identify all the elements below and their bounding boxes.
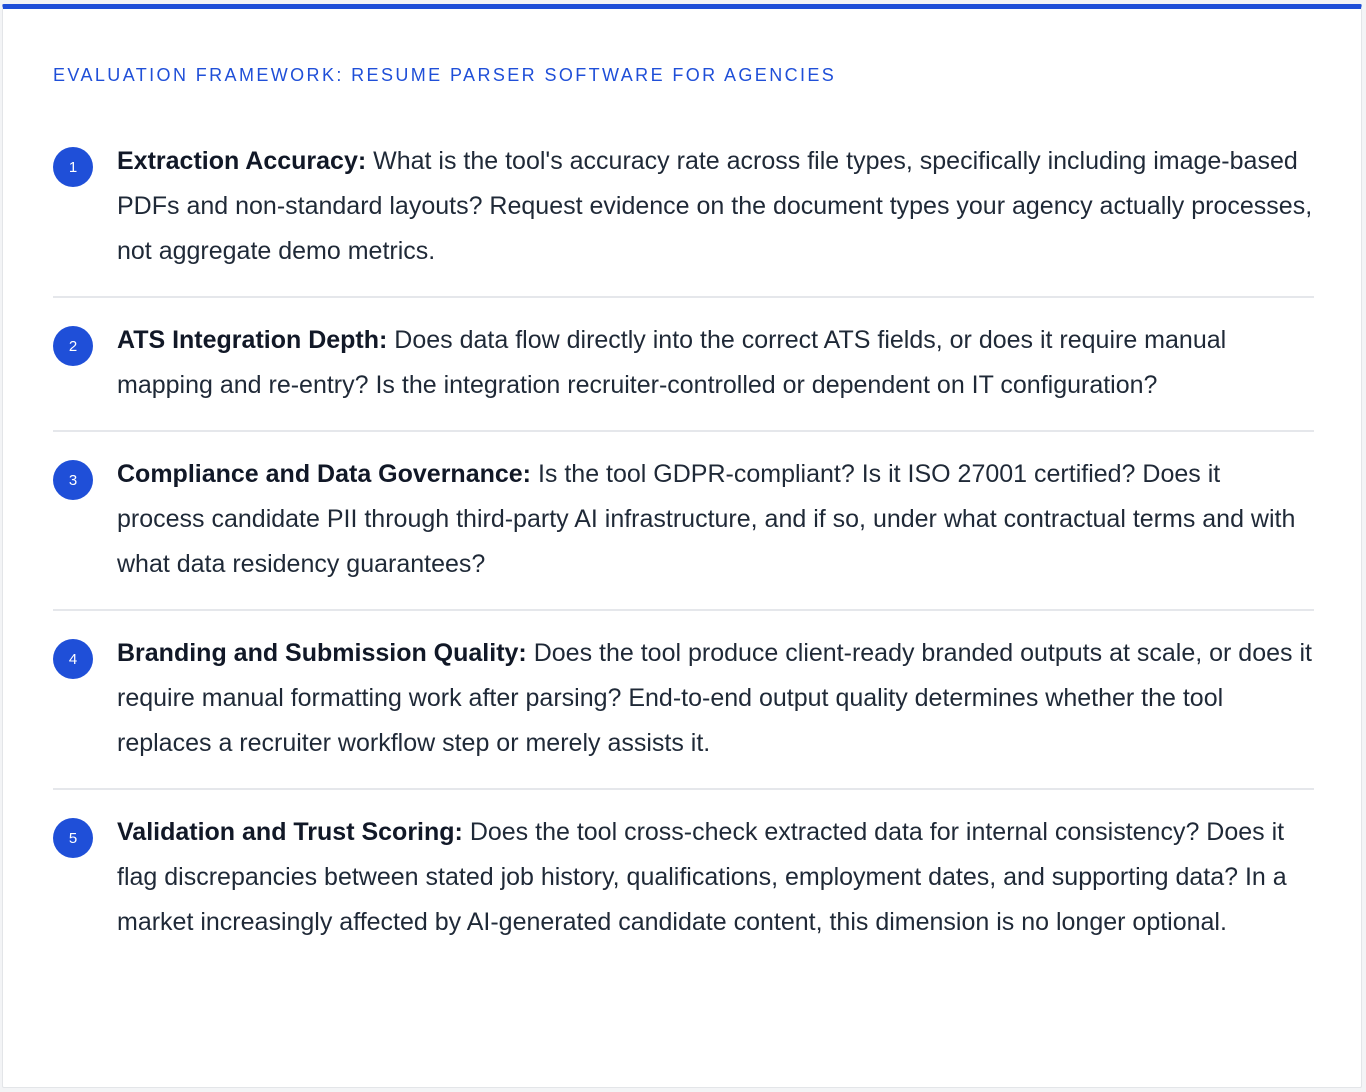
criteria-item (53, 452, 1314, 611)
criteria-description: Does the tool produce client-ready branded outputs at scale, or does it require manual formatting work after parsing? End-to-end output quality determines whether the tool replaces a recruiter workflow step or merely assists it. (117, 639, 1312, 757)
criteria-list (53, 139, 1314, 967)
criteria-label: Extraction Accuracy: (117, 147, 367, 175)
section-eyebrow: EVALUATION FRAMEWORK: RESUME PARSER SOFTWARE FOR AGENCIES (53, 65, 837, 85)
criteria-item (53, 631, 1314, 790)
criteria-text (117, 810, 1314, 945)
step-number-badge: 3 (53, 460, 93, 500)
criteria-description: What is the tool's accuracy rate across file types, specifically including image-based PDFs and non-standard layouts? Request evidence on the document types your agency actually processes, not aggregate demo metrics. (117, 147, 1313, 265)
evaluation-framework-card (2, 4, 1362, 1088)
criteria-text (117, 318, 1314, 408)
criteria-text (117, 139, 1314, 274)
step-number-badge: 1 (53, 147, 93, 187)
step-number-badge: 4 (53, 639, 93, 679)
criteria-label: Branding and Submission Quality: (117, 639, 527, 667)
criteria-item (53, 810, 1314, 967)
criteria-description: Is the tool GDPR-compliant? Is it ISO 27001 certified? Does it process candidate PII through third-party AI infrastructure, and if so, under what contractual terms and with what data residency guarantees? (117, 460, 1296, 578)
criteria-item (53, 318, 1314, 432)
criteria-label: Validation and Trust Scoring: (117, 818, 463, 846)
criteria-text (117, 631, 1314, 766)
criteria-item (53, 139, 1314, 298)
criteria-description: Does data flow directly into the correct ATS fields, or does it require manual mapping and re-entry? Is the integration recruiter-controlled or dependent on IT configuration? (117, 326, 1227, 399)
criteria-description: Does the tool cross-check extracted data for internal consistency? Does it flag discrepancies between stated job history, qualifications, employment dates, and supporting data? In a market increasingly affected by AI-generated candidate content, this dimension is no longer optional. (117, 818, 1287, 936)
criteria-label: ATS Integration Depth: (117, 326, 388, 354)
step-number-badge: 2 (53, 326, 93, 366)
step-number-badge: 5 (53, 818, 93, 858)
criteria-text (117, 452, 1314, 587)
criteria-label: Compliance and Data Governance: (117, 460, 532, 488)
